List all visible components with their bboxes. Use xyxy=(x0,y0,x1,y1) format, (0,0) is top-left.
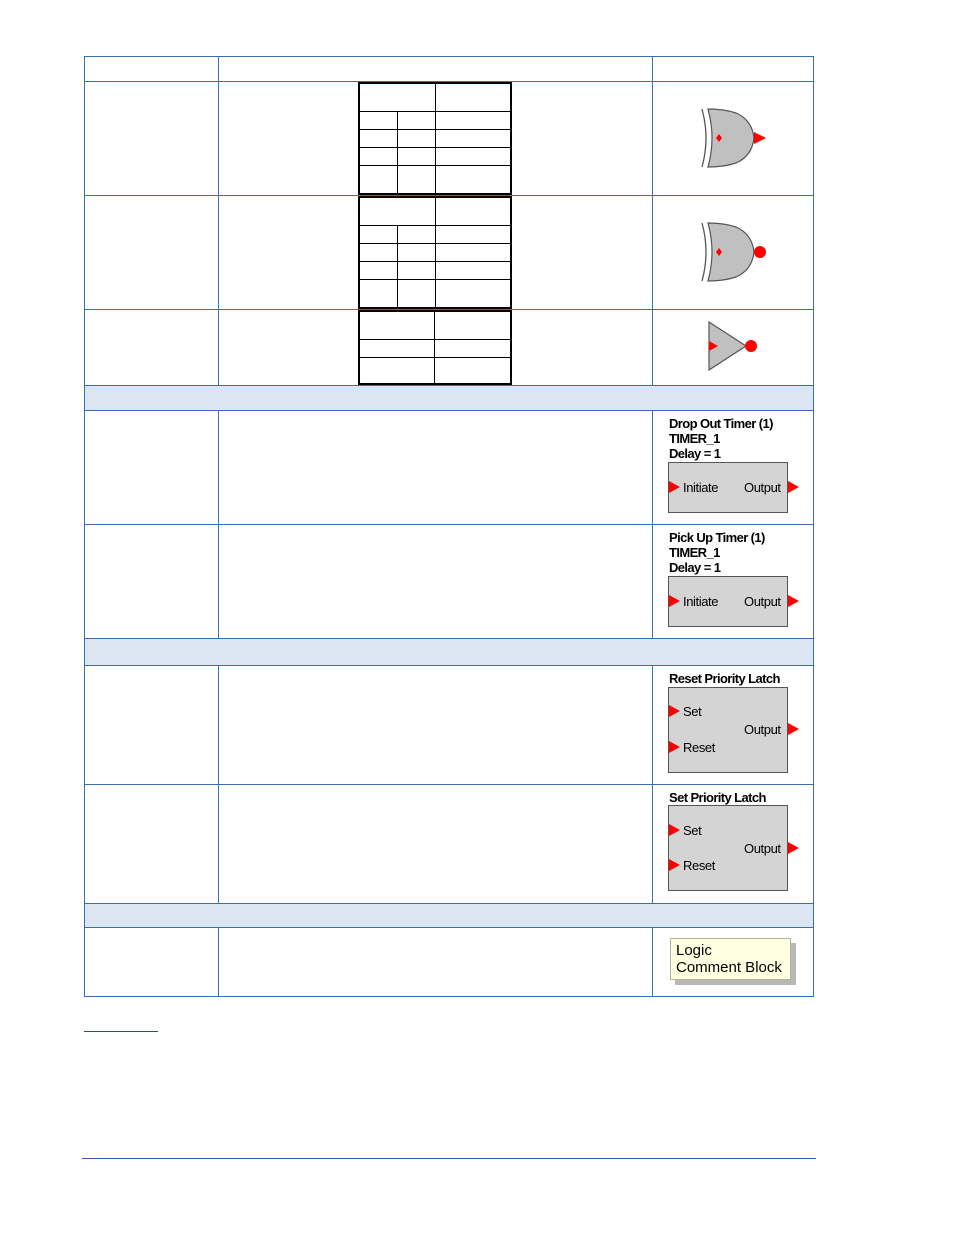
reset-priority-latch-title: Reset Priority Latch xyxy=(669,671,780,686)
column-divider xyxy=(652,56,653,997)
pickup-timer-output-label: Output xyxy=(744,594,781,609)
pickup-timer-input-pin xyxy=(669,595,680,607)
dropout-timer-input-label: Initiate xyxy=(683,480,719,495)
section-header-comments xyxy=(85,903,813,927)
dropout-timer-delay: Delay = 1 xyxy=(669,446,721,461)
row-divider xyxy=(84,524,814,525)
dropout-timer-title: Drop Out Timer (1) xyxy=(669,416,773,431)
row-divider xyxy=(84,410,814,411)
reset-priority-latch-set-pin xyxy=(669,705,680,717)
set-priority-latch-set-label: Set xyxy=(683,823,702,838)
set-priority-latch-reset-pin xyxy=(669,859,680,871)
set-priority-latch-reset-label: Reset xyxy=(683,858,715,873)
row-divider xyxy=(84,784,814,785)
row-divider xyxy=(84,385,814,386)
row-divider xyxy=(84,665,814,666)
section-header-latches xyxy=(85,638,813,665)
xor-truth-table xyxy=(358,82,512,195)
reset-priority-latch-reset-label: Reset xyxy=(683,740,715,755)
set-priority-latch-output-pin xyxy=(788,842,799,854)
dropout-timer-input-pin xyxy=(669,481,680,493)
logic-comment-block[interactable] xyxy=(670,938,791,980)
footer-rule xyxy=(82,1158,816,1159)
row-divider xyxy=(84,638,814,639)
comment-line-2: Comment Block xyxy=(676,959,782,976)
set-priority-latch-output-label: Output xyxy=(744,841,781,856)
xor-gate-icon xyxy=(690,100,770,175)
reset-priority-latch-output-pin xyxy=(788,723,799,735)
row-divider xyxy=(84,903,814,904)
not-gate-icon xyxy=(700,318,765,376)
xnor-truth-table xyxy=(358,196,512,309)
pickup-timer-input-label: Initiate xyxy=(683,594,719,609)
section-header-timers xyxy=(85,385,813,410)
reset-priority-latch-reset-pin xyxy=(669,741,680,753)
pickup-timer-title: Pick Up Timer (1) xyxy=(669,530,765,545)
pickup-timer-output-pin xyxy=(788,595,799,607)
pickup-timer-delay: Delay = 1 xyxy=(669,560,721,575)
pickup-timer-name: TIMER_1 xyxy=(669,545,720,560)
dropout-timer-output-label: Output xyxy=(744,480,781,495)
dropout-timer-output-pin xyxy=(788,481,799,493)
reset-priority-latch-set-label: Set xyxy=(683,704,702,719)
xnor-gate-icon xyxy=(690,214,770,289)
column-divider xyxy=(218,56,219,997)
set-priority-latch-title: Set Priority Latch xyxy=(669,790,766,805)
reset-priority-latch-output-label: Output xyxy=(744,722,781,737)
comment-line-1: Logic xyxy=(676,942,712,959)
dropout-timer-name: TIMER_1 xyxy=(669,431,720,446)
set-priority-latch-set-pin xyxy=(669,824,680,836)
footnote-rule xyxy=(84,1031,158,1032)
not-truth-table xyxy=(358,310,512,385)
row-divider xyxy=(84,927,814,928)
